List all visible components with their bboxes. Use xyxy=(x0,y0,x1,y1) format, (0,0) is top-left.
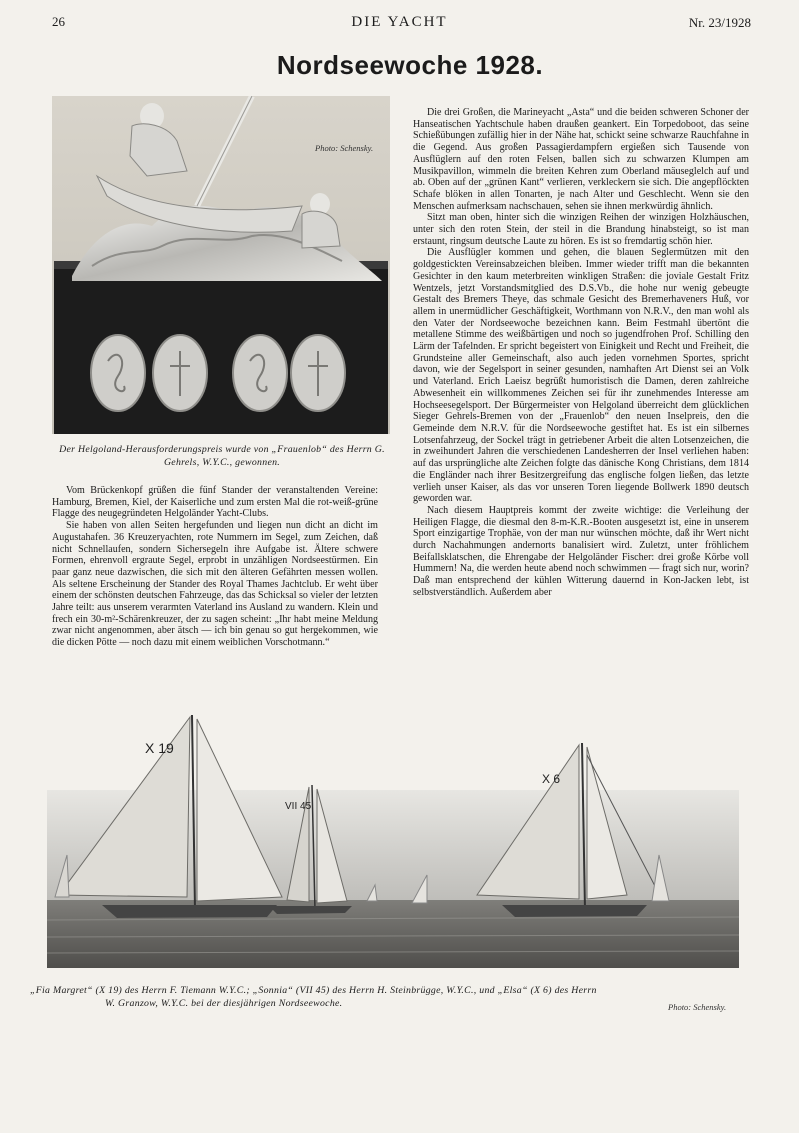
page-number: 26 xyxy=(52,14,65,29)
bottom-photo-caption-line2: W. Granzow, W.Y.C. bei der diesjährigen Nordseewoche. xyxy=(105,998,343,1009)
right-column xyxy=(413,107,749,599)
magazine-title: DIE YACHT xyxy=(351,14,448,30)
regatta-illustration xyxy=(47,705,739,968)
bottom-photo-credit: Photo: Schensky. xyxy=(668,1002,727,1012)
paragraph: Vom Brückenkopf grüßen die fünf Stander der veranstaltenden Vereine: Hamburg, Bremen, Kiel, der Kaiserliche und zum ersten Mal die rot-weiß-grüne Flagge des neugegründeten Helgoländer Yacht-Clubs. xyxy=(52,485,378,520)
issue-number: Nr. 23/1928 xyxy=(688,15,751,30)
left-column xyxy=(52,485,378,649)
paragraph: Sitzt man oben, hinter sich die winzigen Reihen der winzigen Holzhäuschen, unter sich den roten Stein, der steil in die Brandung hinabsteigt, so ist man erstaunt, ringsum deutsche Laute zu hören. Es ist so fremdartig schön hier. xyxy=(413,212,749,247)
paragraph: Sie haben von allen Seiten hergefunden und liegen nun dicht an dicht im Augustahafen. 36 Kreuzeryachten, rote Nummern im Segel, zum Zeichen, daß nicht Schnellaufen, sondern Sichersegeln ihre Aufgabe ist. Ältere schwere Formen, ehrenvoll ergraute Segel, erprobt in unzähligen Nordseestürmen. Ein paar ganz neue dazwischen, die sich mit den älteren Gefährten messen wollen. Als seltene Erscheinung der Stander des Royal Thames Jachtclub. Er weht über einem der schönsten deutschen Fahrzeuge, das das Schicksal so vieler der letzten Jahre teilt: aus unserem verarmten Vaterland ins Ausland zu wandern. Klein und frech ein 30-m²-Schärenkreuzer, der zu sagen scheint: „Ihr habt meine Meldung zwar nicht angenommen, aber ätsch — ich bin genau so gut hergekommen, wie die dicken Pötte — noch dazu mit einem weiblichen Vorschotmann.“ xyxy=(52,520,378,649)
top-photo-caption: Der Helgoland-Herausforderungspreis wurde von „Frauenlob“ des Herrn G. Gehrels, W.Y.C., gewonnen. xyxy=(59,444,385,468)
sail-number-x19: X 19 xyxy=(145,740,174,756)
paragraph: Nach diesem Hauptpreis kommt der zweite wichtige: die Verleihung der Heiligen Flagge, die diesmal den 8-m-K.R.-Booten ausgesetzt ist, eine in unserem Sport einzigartige Trophäe, von der man nur wünschen möchte, daß ihr Wert nicht durch Nachahmungen andernorts banalisiert wird. Zuletzt, unter fröhlichem Beifallsklatschen, die Ehrengabe der Helgoländer Fischer: drei große Körbe voll Hummern! Na, die werden heute abend noch schwimmen — fragt sich nur, worin? Daß man entsprechend der kühlen Witterung dauernd in Kon-Jacken lebt, ist selbstverständlich. Außerdem aber xyxy=(413,504,749,598)
bottom-photo-caption-line1: „Fia Margret“ (X 19) des Herrn F. Tiemann W.Y.C.; „Sonnia“ (VII 45) des Herrn H. Steinbrügge, W.Y.C., und „Elsa“ (X 6) des Herrn xyxy=(30,985,597,996)
regatta-photo xyxy=(47,705,739,968)
article-title: Nordseewoche 1928. xyxy=(276,50,544,80)
top-photo-credit: Photo: Schensky. xyxy=(315,143,374,153)
paragraph: Die Ausflügler kommen und gehen, die blauen Seglermützen mit den goldgestickten Vereinsabzeichen bleiben. Immer wieder trifft man die bekannten Gesichter in den kaum meterbreiten winkligen Straßen: die joviale Gestalt Fritz Wentzels, jetzt Vorstandsmitglied des D.S.Vb., die hohe nur wenig gebeugte Gestalt des Bremers Theye, das schmale Gesicht des Bremerhaveners Huß, vor allem in unermüdlicher Geschäftigkeit, Worthmann von N.R.V., den man wohl als den Vater der Nordseewoche bezeichnen kann. Beim Festmahl übertönt die metallene Stimme des weißbärtigen und noch so jugendfrohen Prof. Schilling den Lärm der Tafelnden. Er spricht begeistert von Einigkeit und Recht und Freiheit, die Grundsteine aller Gemeinschaft, also auch jeden vornehmen Sportes, spricht davon, wie der Segelsport in seiner gesunden, namhaften Art Dienst sei an Volk und Vaterland. Erich Laeisz begrüßt humoristisch die Damen, deren zahlreiche Abwesenheit ein willkommenes Zeichen sei für ihr zunehmendes Interesse am Hochseesegelsport. Der Bürgermeister von Helgoland überreicht dem glücklichen Sieger Gehrels-Bremen von der „Frauenlob“ den neuen Inselpreis, den die Gemeinde dem N.R.V. für die Nordseewoche gestiftet hat. Es ist ein silbernes Lotsenfahrzeug, der Sockel trägt in getriebener Arbeit die alten Lotsenzeichen, die in zweihundert Jahren die verschiedenen Landesherren der Insel verliehen haben: auf das ursprüngliche alte Zeichen folgte das dänische Kong Christians, dem 1814 die Engländer nach ihrer Besitzergreifung das englische folgen ließen, das letzte verlieh unser Kaiser, als das vor unseren Toren liegende Bollwerk 1890 deutsch geworden war. xyxy=(413,247,749,505)
paragraph: Die drei Großen, die Marineyacht „Asta“ und die beiden schweren Schoner der Hanseatischen Yachtschule haben draußen geankert. Ein Torpedoboot, das seine Schießübungen zufällig hier in der Nähe hat, schickt seine schwarze Rauchfahne in die Gegend. Aus großen Passagierdampfern ergießen sich Tausende von Ausflüglern auf den roten Felsen, ballen sich zu schwarzen Klumpen am Musikpavillon, wimmeln die breiten Kehren zum Oberland mäuseglelch auf und ab. Oben auf der „grünen Kant“ verlieren, verkleckern sie sich. Die angepflöckten Schafe blöken in allen Tonarten, je nach Alter und Geschlecht. Wenn sie den Menschen aufmerksam nachschauen, sehen sie ihnen merkwürdig ähnlich. xyxy=(413,107,749,212)
sail-number-x6: X 6 xyxy=(542,772,561,786)
sail-number-vii45: VII 45 xyxy=(285,801,312,812)
